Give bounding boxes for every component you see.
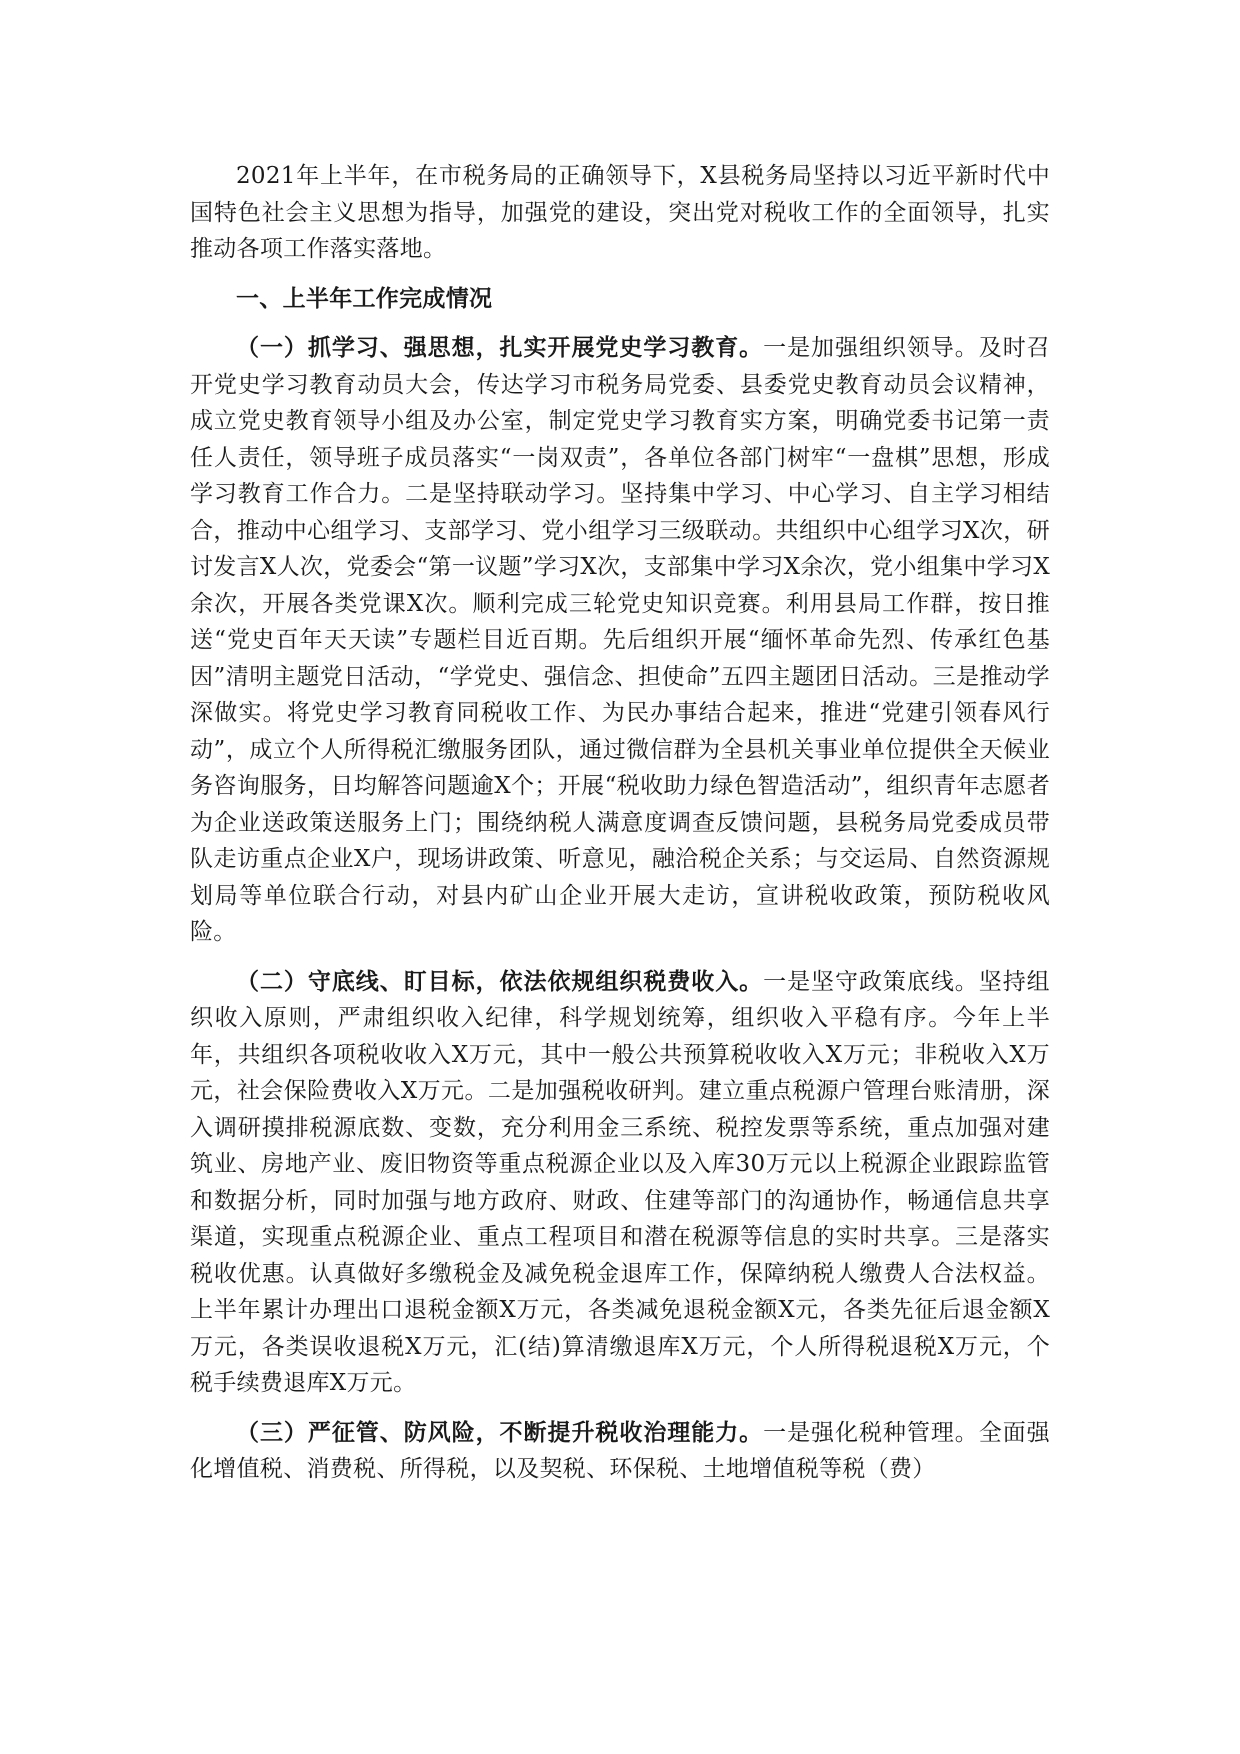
section-item-3 xyxy=(190,1415,1050,1488)
item-lead-1: （一）抓学习、强思想，扎实开展党史学习教育。 xyxy=(236,334,764,361)
item-body-2: 一是坚守政策底线。坚持组织收入原则，严肃组织收入纪律，科学规划统筹，组织收入平稳有序。今年上半年，共组织各项税收收入X万元，其中一般公共预算税收收入X万元；非税收入X万元，社会保险费收入X万元。二是加强税收研判。建立重点税源户管理台账清册，深入调研摸排税源底数、变数，充分利用金三系统、税控发票等系统，重点加强对建筑业、房地产业、废旧物资等重点税源企业以及入库30万元以上税源企业跟踪监管和数据分析，同时加强与地方政府、财政、住建等部门的沟通协作，畅通信息共享渠道，实现重点税源企业、重点工程项目和潜在税源等信息的实时共享。三是落实税收优惠。认真做好多缴税金及减免税金退库工作，保障纳税人缴费人合法权益。上半年累计办理出口退税金额X万元，各类减免退税金额X元，各类先征后退金额X万元，各类误收退税X万元，汇(结)算清缴退库X万元，个人所得税退税X万元，个税手续费退库X万元。 xyxy=(190,968,1050,1396)
section-item-1 xyxy=(190,330,1050,951)
intro-paragraph: 2021年上半年，在市税务局的正确领导下，X县税务局坚持以习近平新时代中国特色社会主义思想为指导，加强党的建设，突出党对税收工作的全面领导，扎实推动各项工作落实落地。 xyxy=(190,163,1050,262)
item-lead-3: （三）严征管、防风险，不断提升税收治理能力。 xyxy=(236,1418,764,1446)
item-body-1: 一是加强组织领导。及时召开党史学习教育动员大会，传达学习市税务局党委、县委党史教育动员会议精神，成立党史教育领导小组及办公室，制定党史学习教育实方案，明确党委书记第一责任人责任，领导班子成员落实“一岗双责”，各单位各部门树牢“一盘棋”思想，形成学习教育工作合力。二是坚持联动学习。坚持集中学习、中心学习、自主学习相结合，推动中心组学习、支部学习、党小组学习三级联动。共组织中心组学习X次，研讨发言X人次，党委会“第一议题”学习X次，支部集中学习X余次，党小组集中学习X余次，开展各类党课X次。顺利完成三轮党史知识竞赛。利用县局工作群，按日推送“党史百年天天读”专题栏目近百期。先后组织开展“缅怀革命先烈、传承红色基因”清明主题党日活动，“学党史、强信念、担使命”五四主题团日活动。三是推动学深做实。将党史学习教育同税收工作、为民办事结合起来，推进“党建引领春风行动”，成立个人所得税汇缴服务团队，通过微信群为全县机关事业单位提供全天候业务咨询服务，日均解答问题逾X个；开展“税收助力绿色智造活动”，组织青年志愿者为企业送政策送服务上门；围绕纳税人满意度调查反馈问题，县税务局党委成员带队走访重点企业X户，现场讲政策、听意见，融洽税企关系；与交运局、自然资源规划局等单位联合行动，对县内矿山企业开展大走访，宣讲税收政策，预防税收风险。 xyxy=(190,335,1050,945)
section-heading: 一、上半年工作完成情况 xyxy=(236,284,493,312)
item-lead-2: （二）守底线、盯目标，依法依规组织税费收入。 xyxy=(236,967,764,995)
document-page xyxy=(190,158,1050,1501)
section-item-2 xyxy=(190,964,1050,1402)
item-body-3: 一是强化税种管理。全面强化增值税、消费税、所得税，以及契税、环保税、土地增值税等税（费） xyxy=(190,1419,1050,1482)
